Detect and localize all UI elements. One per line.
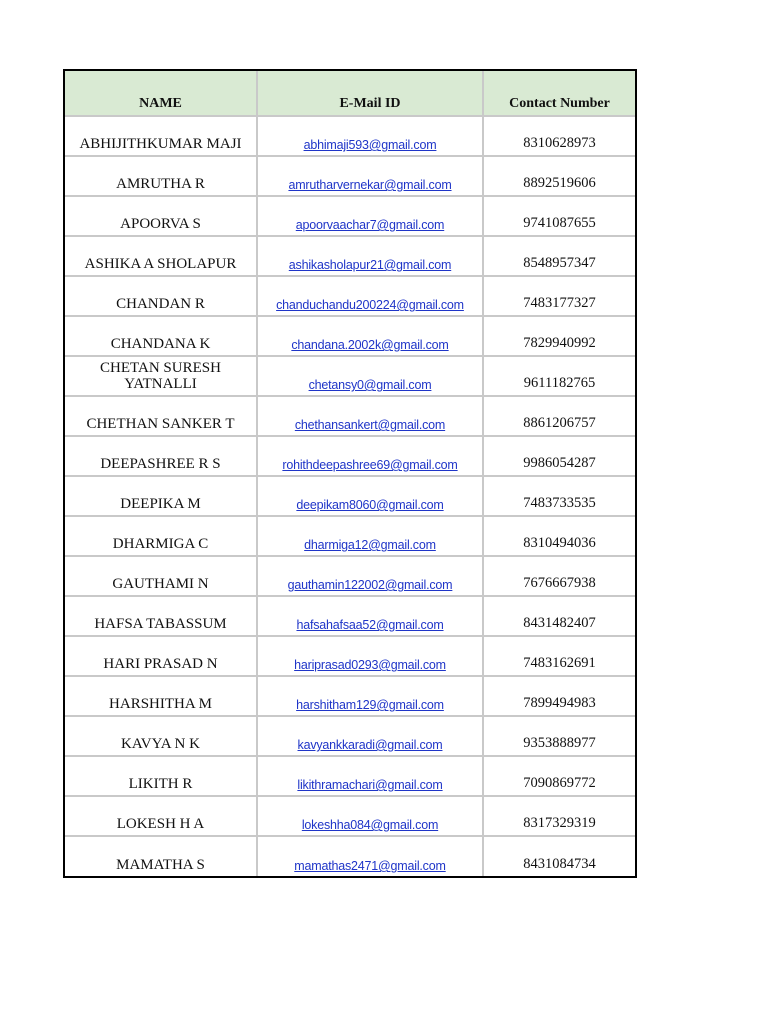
contact-cell: 9986054287	[483, 436, 635, 476]
email-link[interactable]: rohithdeepashree69@gmail.com	[282, 458, 458, 472]
contact-cell: 8310628973	[483, 116, 635, 156]
email-cell	[257, 716, 483, 756]
email-cell	[257, 316, 483, 356]
contact-cell: 8431482407	[483, 596, 635, 636]
contact-cell: 7899494983	[483, 676, 635, 716]
email-cell	[257, 636, 483, 676]
name-cell: DEEPASHREE R S	[65, 436, 257, 476]
name-cell: LOKESH H A	[65, 796, 257, 836]
contact-table	[65, 71, 635, 876]
table-row	[65, 636, 635, 676]
name-cell: MAMATHA S	[65, 836, 257, 876]
contact-cell: 9741087655	[483, 196, 635, 236]
contact-cell: 9611182765	[483, 356, 635, 396]
email-cell	[257, 116, 483, 156]
name-cell: HARSHITHA M	[65, 676, 257, 716]
contact-cell: 7483733535	[483, 476, 635, 516]
email-column-header: E-Mail ID	[257, 71, 483, 116]
contact-cell: 7483162691	[483, 636, 635, 676]
email-link[interactable]: likithramachari@gmail.com	[297, 778, 443, 792]
email-link[interactable]: gauthamin122002@gmail.com	[287, 578, 453, 592]
name-cell: HAFSA TABASSUM	[65, 596, 257, 636]
name-cell: APOORVA S	[65, 196, 257, 236]
email-cell	[257, 436, 483, 476]
table-row	[65, 516, 635, 556]
table-row	[65, 316, 635, 356]
contact-cell: 7483177327	[483, 276, 635, 316]
name-cell: CHANDANA K	[65, 316, 257, 356]
name-cell: HARI PRASAD N	[65, 636, 257, 676]
email-link[interactable]: lokeshha084@gmail.com	[301, 818, 439, 832]
email-cell	[257, 596, 483, 636]
email-cell	[257, 476, 483, 516]
name-cell: CHANDAN R	[65, 276, 257, 316]
email-cell	[257, 676, 483, 716]
email-link[interactable]: chetansy0@gmail.com	[308, 378, 432, 392]
table-row	[65, 116, 635, 156]
contact-cell: 8548957347	[483, 236, 635, 276]
email-cell	[257, 196, 483, 236]
email-link[interactable]: chanduchandu200224@gmail.com	[276, 298, 464, 312]
email-cell	[257, 356, 483, 396]
name-cell: DEEPIKA M	[65, 476, 257, 516]
table-row	[65, 356, 635, 396]
contact-cell: 8892519606	[483, 156, 635, 196]
name-cell: KAVYA N K	[65, 716, 257, 756]
name-cell: AMRUTHA R	[65, 156, 257, 196]
table-row	[65, 476, 635, 516]
email-link[interactable]: hafsahafsaa52@gmail.com	[296, 618, 444, 632]
name-cell: ABHIJITHKUMAR MAJI	[79, 136, 242, 152]
name-cell: ASHIKA A SHOLAPUR	[65, 236, 257, 276]
email-link[interactable]: mamathas2471@gmail.com	[294, 859, 446, 873]
table-row	[65, 796, 635, 836]
contact-cell: 8431084734	[483, 836, 635, 876]
contact-cell: 8310494036	[483, 516, 635, 556]
email-cell	[257, 516, 483, 556]
email-link[interactable]: dharmiga12@gmail.com	[304, 538, 436, 552]
email-link[interactable]: ashikasholapur21@gmail.com	[288, 258, 452, 272]
name-cell: LIKITH R	[65, 756, 257, 796]
table-row	[65, 676, 635, 716]
email-cell	[257, 756, 483, 796]
email-cell	[257, 796, 483, 836]
contact-cell: 7829940992	[483, 316, 635, 356]
table-row	[65, 836, 635, 876]
contact-cell: 7090869772	[483, 756, 635, 796]
table-row	[65, 596, 635, 636]
table-row	[65, 196, 635, 236]
email-link[interactable]: chandana.2002k@gmail.com	[291, 338, 449, 352]
table-row	[65, 756, 635, 796]
table-row	[65, 156, 635, 196]
name-cell: CHETAN SURESH YATNALLI	[65, 356, 257, 396]
contact-cell: 7676667938	[483, 556, 635, 596]
contact-cell: 9353888977	[483, 716, 635, 756]
email-cell	[257, 396, 483, 436]
email-cell	[257, 276, 483, 316]
table-row	[65, 436, 635, 476]
contact-column-header: Contact Number	[483, 71, 635, 116]
contact-list-sheet	[63, 69, 637, 878]
email-link[interactable]: amrutharvernekar@gmail.com	[288, 178, 452, 192]
email-link[interactable]: hariprasad0293@gmail.com	[294, 658, 446, 672]
table-row	[65, 396, 635, 436]
email-cell	[257, 156, 483, 196]
contact-cell: 8317329319	[483, 796, 635, 836]
email-link[interactable]: abhimaji593@gmail.com	[303, 138, 437, 152]
email-cell	[257, 836, 483, 876]
email-link[interactable]: chethansankert@gmail.com	[294, 418, 446, 432]
name-cell: GAUTHAMI N	[65, 556, 257, 596]
name-column-header: NAME	[65, 71, 257, 116]
email-link[interactable]: apoorvaachar7@gmail.com	[295, 218, 445, 232]
email-cell	[257, 236, 483, 276]
contact-cell: 8861206757	[483, 396, 635, 436]
name-cell: CHETHAN SANKER T	[65, 396, 257, 436]
email-link[interactable]: kavyankkaradi@gmail.com	[297, 738, 443, 752]
table-row	[65, 276, 635, 316]
table-row	[65, 716, 635, 756]
table-row	[65, 556, 635, 596]
table-row	[65, 236, 635, 276]
table-header-row	[65, 71, 635, 116]
email-cell	[257, 556, 483, 596]
email-link[interactable]: deepikam8060@gmail.com	[296, 498, 444, 512]
email-link[interactable]: harshitham129@gmail.com	[296, 698, 444, 712]
name-cell: DHARMIGA C	[65, 516, 257, 556]
